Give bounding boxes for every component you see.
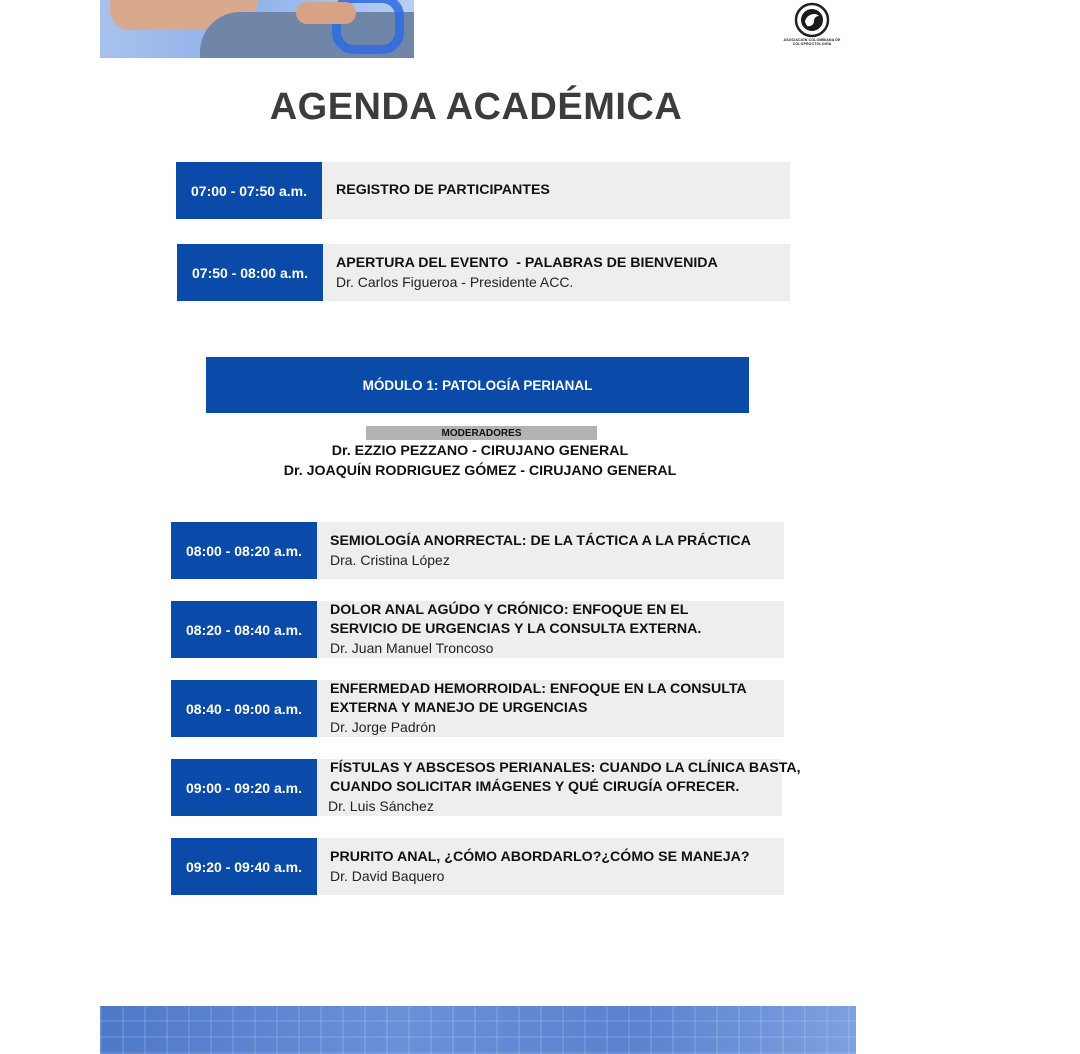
session-time: 08:20 - 08:40 a.m. — [171, 601, 317, 658]
session-time: 07:00 - 07:50 a.m. — [176, 162, 322, 219]
session-speaker: Dr. Carlos Figueroa - Presidente ACC. — [336, 273, 574, 290]
schedule-row — [171, 680, 784, 737]
session-title: REGISTRO DE PARTICIPANTES — [336, 182, 550, 198]
session-title-line: ENFERMEDAD HEMORROIDAL: ENFOQUE EN LA CONSULTA — [330, 681, 747, 697]
session-time: 07:50 - 08:00 a.m. — [177, 244, 323, 301]
session-time: 09:00 - 09:20 a.m. — [171, 759, 317, 816]
schedule-row — [171, 759, 801, 816]
session-details — [317, 838, 784, 895]
footer-building-pattern — [100, 1006, 856, 1054]
acc-logo — [780, 2, 844, 48]
session-details — [317, 601, 784, 658]
session-time: 08:40 - 09:00 a.m. — [171, 680, 317, 737]
session-details — [317, 522, 784, 579]
session-time: 08:00 - 08:20 a.m. — [171, 522, 317, 579]
schedule-row — [176, 162, 790, 219]
session-details — [322, 162, 790, 219]
session-details — [317, 759, 801, 816]
session-title-line: EXTERNA Y MANEJO DE URGENCIAS — [330, 700, 588, 716]
moderators-label: MODERADORES — [366, 426, 597, 440]
session-title-line: DOLOR ANAL AGÚDO Y CRÓNICO: ENFOQUE EN EL — [330, 602, 689, 618]
session-title: PRURITO ANAL, ¿CÓMO ABORDARLO?¿CÓMO SE MANEJA? — [330, 848, 750, 865]
schedule-row — [171, 522, 784, 579]
hero-hand — [296, 2, 356, 24]
page-title: AGENDA ACADÉMICA — [269, 86, 683, 128]
moderator-name: Dr. JOAQUÍN RODRIGUEZ GÓMEZ - CIRUJANO GENERAL — [283, 463, 677, 479]
session-speaker: Dr. Juan Manuel Troncoso — [330, 640, 494, 656]
module-title: MÓDULO 1: PATOLOGÍA PERIANAL — [206, 357, 749, 413]
session-speaker: Dr. Jorge Padrón — [330, 719, 436, 735]
session-title: SEMIOLOGÍA ANORRECTAL: DE LA TÁCTICA A LA PRÁCTICA — [330, 532, 751, 549]
session-details — [323, 244, 790, 301]
session-title: APERTURA DEL EVENTO - PALABRAS DE BIENVENIDA — [336, 254, 718, 271]
acc-logo-name: ASOCIACIÓN COLOMBIANA DE COLOPROCTOLOGÍA — [783, 38, 841, 46]
schedule-row — [171, 601, 784, 658]
acc-logo-icon — [794, 2, 830, 38]
session-speaker: Dr. David Baquero — [330, 867, 445, 884]
session-speaker: Dra. Cristina López — [330, 551, 450, 568]
session-title-line: FÍSTULAS Y ABSCESOS PERIANALES: CUANDO LA CLÍNICA BASTA, — [330, 760, 801, 776]
session-time: 09:20 - 09:40 a.m. — [171, 838, 317, 895]
hero-photo — [100, 0, 414, 58]
session-speaker: Dr. Luis Sánchez — [328, 798, 434, 814]
footer-banner-image — [100, 1006, 856, 1054]
moderator-name: Dr. EZZIO PEZZANO - CIRUJANO GENERAL — [331, 443, 629, 459]
schedule-row — [177, 244, 790, 301]
schedule-row — [171, 838, 784, 895]
session-title-line: SERVICIO DE URGENCIAS Y LA CONSULTA EXTERNA. — [330, 621, 702, 637]
session-details — [317, 680, 784, 737]
session-title-line: CUANDO SOLICITAR IMÁGENES Y QUÉ CIRUGÍA OFRECER. — [330, 779, 740, 795]
